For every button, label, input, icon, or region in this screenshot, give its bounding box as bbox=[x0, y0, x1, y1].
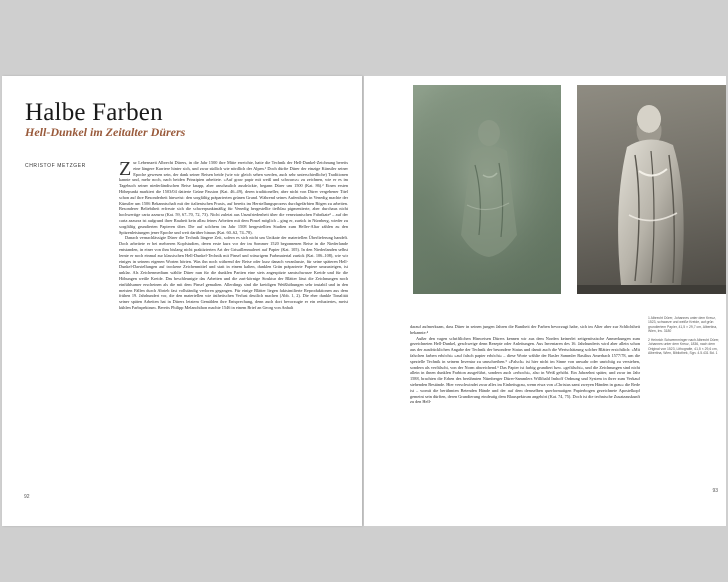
paragraph-text: ur Lebenszeit Albrecht Dürers, in die Jahr 1500 ihre Mitte erreichte, hatte die Technik der Hell-Dunkel-Zeichnung bereits eine längere Karriere hinter sich, und zwar südlich wie nördlich der Alpen.¹ Doch dürfte Dürer der einzige Künstler seiner Epoche gewesen sein, der dank seiner Reisen beide (wie wir gleich sehen werden, auch sehr unterschiedliche) Traditionen kannte und, mehr noch, nach beiden Prinzipien arbeitete. »Auf graw papir mit weiß und schwarcz« zu zeichnen, wie er es im Tagebuch seiner niederländischen Reise knapp, aber anschaulich ausdrückte, begann Dürer um 1500 (Kat. 86).² Einen ersten Höhepunkt markiert die 1503/04 datierte Grüne Passion (Kat. 46–49), deren traditioneller, aber nicht von Dürer vergebener Titel schon auf ihre Besonderheit hinweist: den sorgfältig präparierten grünen Grund. Während seines Aufenthalts in Venedig machte der Künstler um 1506 Bekanntschaft mit der italienischen Praxis, auf bereits im Herstellungsprozess durchgefärbten Bögen zu arbeiten. Besonderer Beliebtheit erfreute sich die schwerpunktmäßig für Venedig hergestellte tiefblau pigmentierte, aber durchaus nicht hochwertige carta azzurra (Kat. 59, 67–70, 72, 73). Nicht zuletzt aus Unzufriedenheit über die venezianischen Fabrikate³ – auf der carta azzurra ist aufgrund ihrer Rauheit kein allzu feines Arbeiten mit dem Pinsel möglich – ging er, zurück in Nürnberg, wieder zu sorgfältig grundierten Papieren über. Die auf solchem im Jahr 1508 hergestellten Studien zum Heller-Altar zählen zu den Spitzenleistungen jener Epoche und weit darüber hinaus (Kat. 60–62, 74–78). bbox=[119, 160, 348, 235]
author-name: CHRISTOF METZGER bbox=[25, 163, 86, 169]
figure-2-caption: 2 Heinrich Schwemminger nach Albrecht Dürer, Johannes unter dem Kreuz, 1836, nach dem Original von 1523, Lithografie, 41,5 × 29,6 cm, Albertina, Wien, Bibliothek, Sgn. 4.5.431 Bd. 1 bbox=[648, 338, 720, 356]
figure-1-image bbox=[413, 85, 561, 294]
paragraph bbox=[119, 160, 348, 235]
drop-cap: Z bbox=[119, 158, 132, 180]
right-body-text bbox=[410, 324, 640, 509]
apostle-drawing-green bbox=[413, 85, 561, 294]
apostle-drawing-lithograph bbox=[577, 85, 726, 294]
chapter-subtitle: Hell-Dunkel im Zeitalter Dürers bbox=[25, 125, 186, 139]
paragraph: darauf aufmerksam, dass Dürer in seinen jungen Jahren die Buntheit der Farben bevorzugt habe, sich im Alter aber zur Schlichtheit bekannte.⁴ bbox=[410, 324, 640, 335]
right-page bbox=[364, 76, 726, 526]
page-number-right: 93 bbox=[712, 488, 718, 494]
paragraph: Danach vernachlässigte Dürer die Technik längere Zeit, sofern es sich nicht um Unikate der materiellen Überlieferung handelt. Doch arbeitete er bei mehreren Kopfstudien, deren erste kurz vor der im Sommer 1520 begonnenen Reise in die Niederlande entstanden, in einer von ihm bislang nicht praktizierten Art der Grisaillenmalerei auf Papier (Kat. 105). In den Niederlanden selbst lernte er noch einmal zur klassischen Hell-Dunkel-Technik mit Pinsel und wässrigem Farbmaterial zurück (Kat. 106–108), wie wir einiges in seinem eigenen Worten hörten. Was ihn noch während der Reise oder kurz danach veranlasste, für seine späteren Hell-Dunkel-Darstellungen auf trockene Zeichenmittel und statt in einem kalten, dunklen Grün präparierte Papiere umzusteigen, ist unklar. Als Zeichenmedium wählte Dürer nun für die dunklen Partien eine stets angespitzte samtschwarze Kreide und für die Höhungen weiße Kreide. Das beschleunigte das Arbeiten und die zart-körnige Struktur der Blätter lässt die Zeichnungen noch einfühlsamer erscheinen als die mit dem Pinsel gemalten. Allerdings sind die kreidigen Weißhöhungen sehr instabil und in den meisten Fällen durch Abrieb fast vollständig verloren gegangen. Für einige Blätter liegen faktsimilierte Reproduktionen aus dem frühen 19. Jahrhundert vor, die den materiellen wie ästhetischen Verlust deutlich machen (Abb. 1, 2). Die eher dunkle Tonalität seiner späten Arbeiten hat in Dürers letztem Gemälden ihre Entsprechung, denn auch dort bevorzugte er ein reduziertes, meist kühlen Farbspektrum. Bereits Philipp Melanchthon machte 1546 in einem Brief an Georg von Anhalt bbox=[119, 235, 348, 310]
page-number-left: 92 bbox=[24, 494, 30, 500]
paragraph: Außer den vagen schriftlichen Hinweisen Dürers kennen wir aus dem Norden keinerlei zeitgenössische Anmerkungen zum gezeichneten Hell-Dunkel, geschweige denn Rezepte oder Anleitungen. Aus Inventaren des 16. Jahrhunderts wird aber allein schon aus der ausdrücklichen Angabe der Technik der besondere Status und damit auch die Wertschätzung solcher Blätter ersichtlich: »Mit falschen farben erhöcht« »auf falsch papier erhöcht« – diese Worte wählte der Basler Sammler Basilius Amerbach 1577/78, um die spezielle Technik in seinem Inventar zu umschreiben.⁵ »Falsch« ist hier nicht im Sinne von unwahr oder unrichtig zu verstehen, sondern als verfälscht, von der Norm abweichend.⁶ Das Papier ist farbig grundiert bzw. »gefälscht«, und die Zeichnungen sind nicht allein in ihnen dunklen Farbton ausgeführt, sondern auch »erhocht«, also in Weiß gehöht. Ein Jahrzehnt später, und zwar im Jahr 1588, brachten die Erben des berühmten Nürnberger Dürer-Sammlers Willibald Imhoff Ordnung und System in ihrer zum Verkauf stehenden Bestände. Hier verschwindet zwar alles im Einheitsgrau, wenn etwa von »Christus samt zweyen Händen in grau« die Rede ist – womit die berühmten Betenden Hände und der auf dem demselben querformatigen Papierbogen gezeichnete Apostelkopf gemeint sein dürften, deren Grundierung eindeutig dem Blauspektrum angehört (Kat. 74, 75). Doch ist die technische Zusatzauskunft zu den Hell- bbox=[410, 335, 640, 405]
chapter-title: Halbe Farben bbox=[25, 99, 163, 126]
left-page bbox=[2, 76, 362, 526]
figure-2-image bbox=[577, 85, 726, 294]
figure-1-caption: 1 Albrecht Dürer, Johannes unter dem Kreuz, 1523, schwarze und weiße Kreide, auf grün grundiertem Papier, 41,5 × 29,7 cm, Albertina, Wien, Inv. 3180 bbox=[648, 316, 718, 334]
left-body-text bbox=[119, 160, 348, 508]
